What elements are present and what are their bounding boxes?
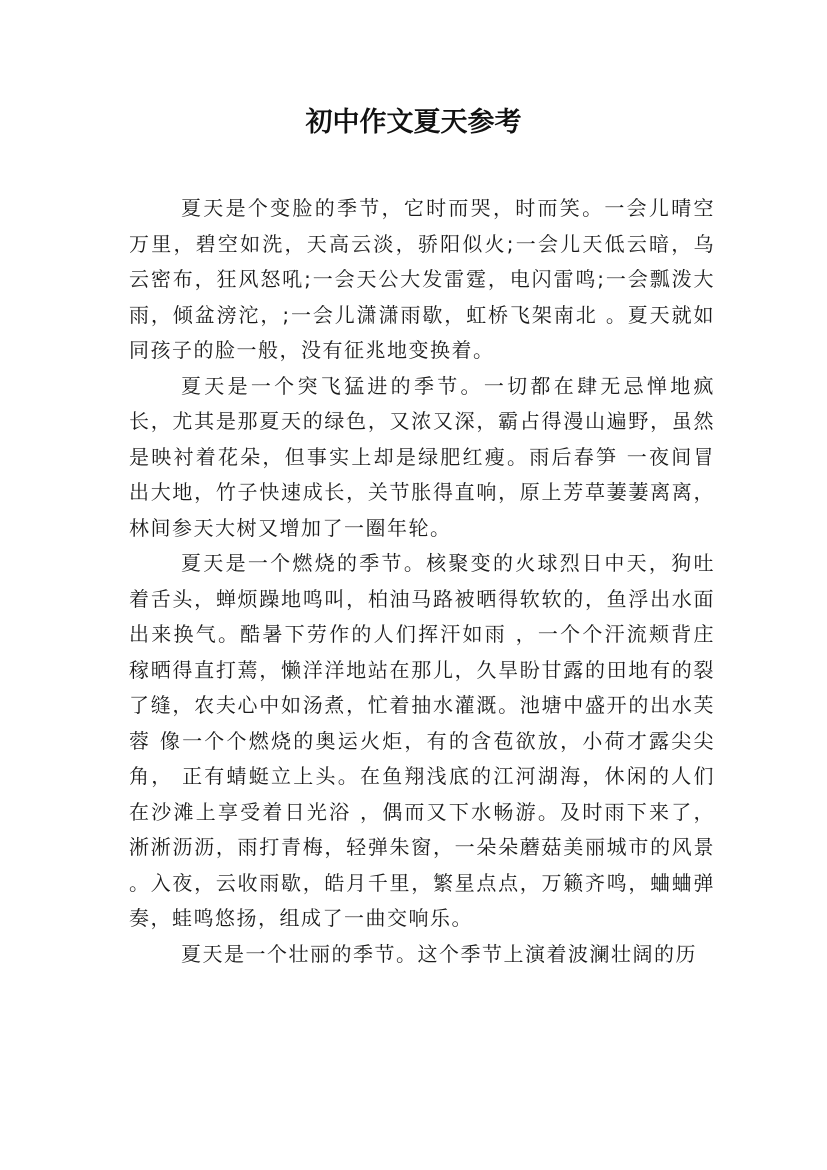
paragraph: 夏天是一个壮丽的季节。这个季节上演着波澜壮阔的历: [181, 941, 697, 966]
paragraph: 夏天是一个突飞猛进的季节。一切都在肆无忌惮地疯长，尤其是那夏天的绿色，又浓又深，霸占得漫山遍野，虽然是映衬着花朵，但事实上却是绿肥红瘦。雨后春笋 一夜间冒出大地，竹子快速成长，关节胀得直响，原上芳草萋萋离离，林间参天大树又增加了一圈年轮。: [129, 373, 715, 540]
document-title: 初中作文夏天参考: [305, 107, 522, 138]
document-body: [129, 191, 715, 972]
paragraph: 夏天是一个燃烧的季节。核聚变的火球烈日中天，狗吐着舌头，蝉烦躁地鸣叫，柏油马路被晒得软软的，鱼浮出水面出来换气。酷暑下劳作的人们挥汗如雨 ，一个个汗流颊背庄稼晒得直打蔫，懒洋洋地站在那儿，久旱盼甘露的田地有的裂了缝，农夫心中如汤煮，忙着抽水灌溉。池塘中盛开的出水芙蓉 像一个个燃烧的奥运火炬，有的含苞欲放，小荷才露尖尖角， 正有蜻蜓立上头。在鱼翔浅底的江河湖海，休闲的人们在沙滩上享受着日光浴 ，偶而又下水畅游。及时雨下来了，淅淅沥沥，雨打青梅，轻弹朱窗，一朵朵蘑菇美丽城市的风景 。入夜，云收雨歇，皓月千里，繁星点点，万籁齐鸣，蛐蛐弹奏，蛙鸣悠扬，组成了一曲交响乐。: [129, 551, 715, 930]
paragraph: 夏天是个变脸的季节，它时而哭，时而笑。一会儿晴空万里，碧空如洗，天高云淡，骄阳似火;一会儿天低云暗，乌云密布，狂风怒吼;一会天公大发雷霆，电闪雷鸣;一会瓢泼大雨，倾盆滂沱，;一会儿潇潇雨歇，虹桥飞架南北 。夏天就如同孩子的脸一般，没有征兆地变换着。: [129, 196, 715, 362]
